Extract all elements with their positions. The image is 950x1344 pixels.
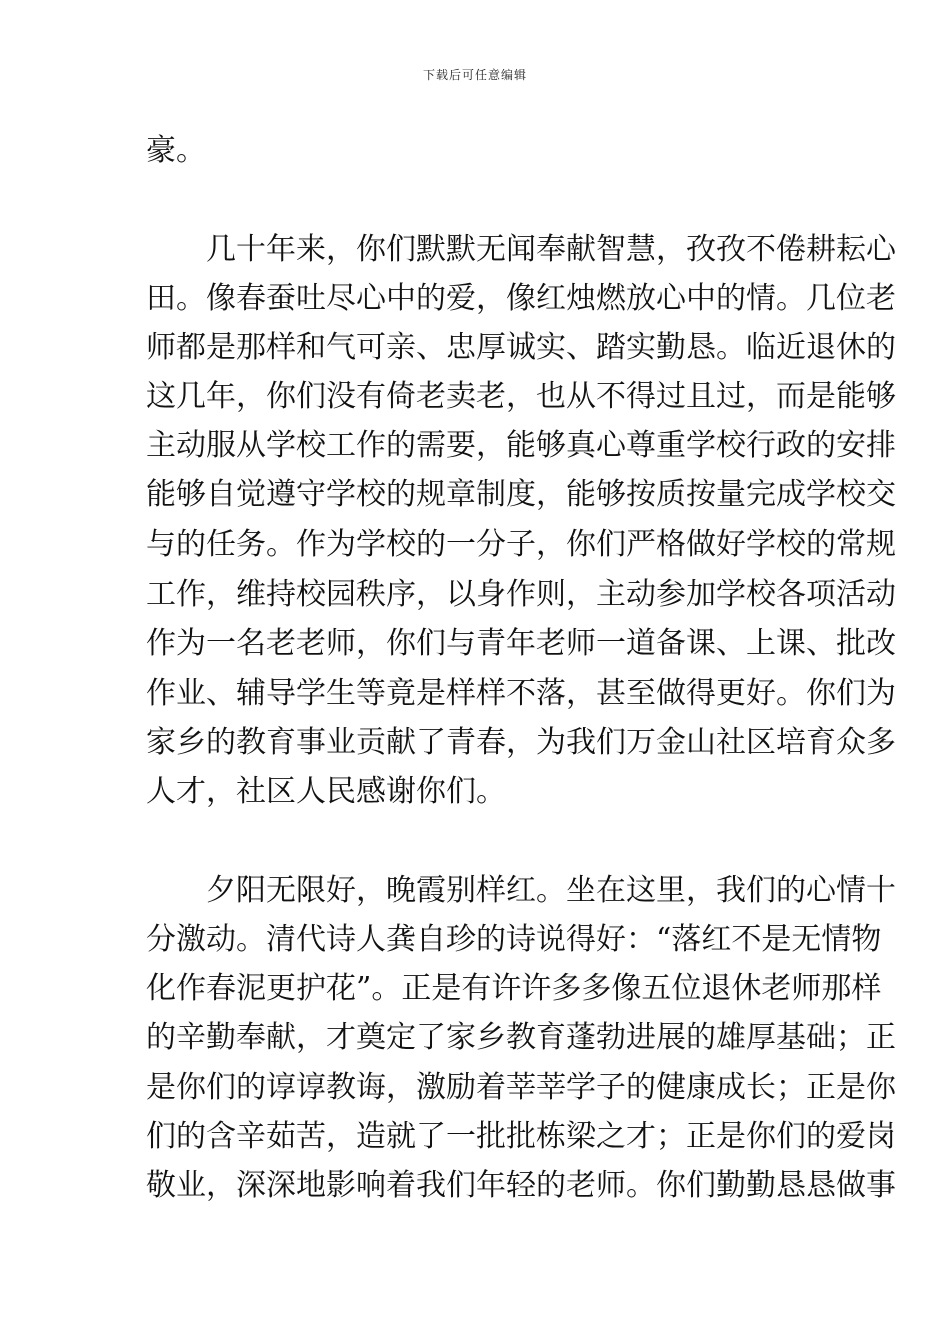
text-line: 与的任务。作为学校的一分子，你们严格做好学校的常规 — [146, 527, 896, 562]
text-line: 是你们的谆谆教诲，激励着莘莘学子的健康成长；正是你 — [146, 1070, 896, 1105]
text-line: 的辛勤奉献，才奠定了家乡教育蓬勃进展的雄厚基础；正 — [146, 1020, 896, 1055]
text-line: 师都是那样和气可亲、忠厚诚实、踏实勤恳。临近退休的 — [146, 330, 896, 365]
text-line: 们的含辛茹苦，造就了一批批栋梁之才；正是你们的爱岗 — [146, 1119, 896, 1154]
text-line: 家乡的教育事业贡献了青春，为我们万金山社区培育众多 — [146, 725, 896, 760]
text-line: 夕阳无限好，晚霞别样红。坐在这里，我们的心情十 — [146, 873, 896, 908]
text-line: 作业、辅导学生等竟是样样不落，甚至做得更好。你们为 — [146, 676, 896, 711]
text-line: 几十年来，你们默默无闻奉献智慧，孜孜不倦耕耘心 — [146, 232, 896, 267]
text-line: 主动服从学校工作的需要，能够真心尊重学校行政的安排 — [146, 428, 896, 463]
text-line: 敬业，深深地影响着我们年轻的老师。你们勤勤恳恳做事 — [146, 1168, 896, 1203]
text-line: 工作，维持校园秩序，以身作则，主动参加学校各项活动 — [146, 577, 896, 612]
text-line: 作为一名老老师，你们与青年老师一道备课、上课、批改 — [146, 626, 896, 661]
text-line: 田。像春蚕吐尽心中的爱，像红烛燃放心中的情。几位老 — [146, 281, 896, 316]
text-line: 能够自觉遵守学校的规章制度，能够按质按量完成学校交 — [146, 477, 896, 512]
text-line: 分激动。清代诗人龚自珍的诗说得好：“落红不是无情物 — [146, 922, 882, 957]
page-header: 下载后可任意编辑 — [422, 68, 527, 82]
text-line: 豪。 — [146, 133, 206, 168]
text-line: 化作春泥更护花”。正是有许许多多像五位退休老师那样 — [146, 971, 882, 1006]
text-line: 这几年，你们没有倚老卖老，也从不得过且过，而是能够 — [146, 379, 896, 414]
text-line: 人才，社区人民感谢你们。 — [146, 774, 506, 809]
